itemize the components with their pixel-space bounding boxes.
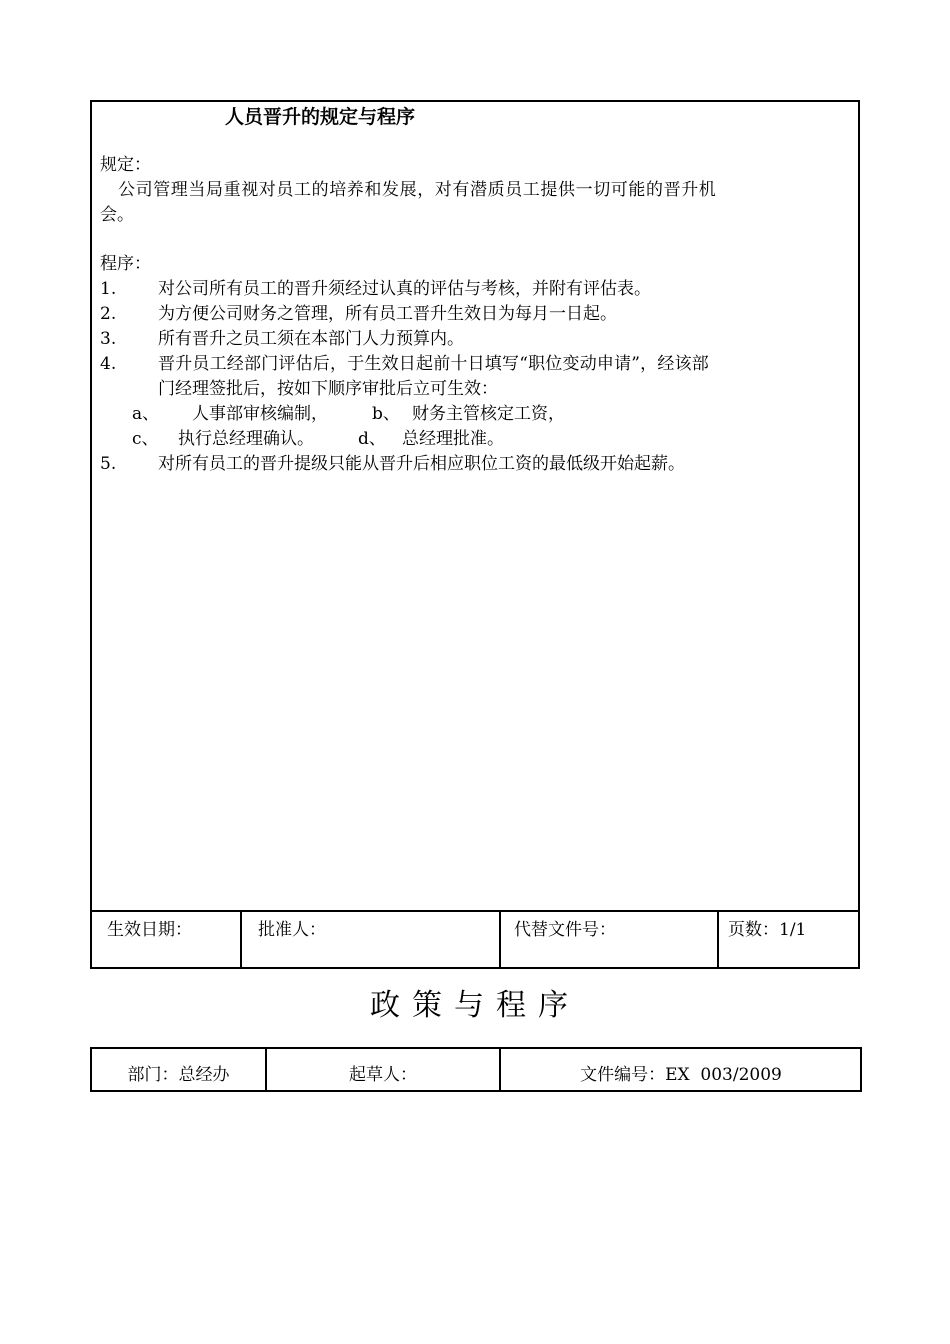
sub-item-text: 人事部审核编制， [192, 404, 328, 424]
replaces-doc-number-field: 代替文件号： [514, 920, 616, 940]
item-number: 4. [100, 354, 117, 374]
drafter-field: 起草人： [349, 1065, 417, 1085]
sub-item-text: 总经理批准。 [402, 429, 504, 449]
item-number: 1. [100, 279, 117, 299]
sub-item-letter: c、 [132, 429, 159, 449]
item-text-continued: 门经理签批后，按如下顺序审批后立可生效： [158, 379, 498, 399]
item-number: 3. [100, 329, 117, 349]
sub-item-text: 财务主管核定工资， [412, 404, 565, 424]
cell-divider [717, 911, 719, 969]
item-number: 2. [100, 304, 117, 324]
item-text: 晋升员工经部门评估后，于生效日起前十日填写“职位变动申请”，经该部 [158, 354, 709, 374]
sub-item-letter: d、 [358, 429, 386, 449]
document-number-field: 文件编号：EX 003/2009 [580, 1065, 782, 1085]
sub-item-letter: a、 [132, 404, 160, 424]
item-text: 对所有员工的晋升提级只能从晋升后相应职位工资的最低级开始起薪。 [158, 454, 685, 474]
approver-field: 批准人： [258, 920, 326, 940]
effective-date-field: 生效日期： [107, 920, 192, 940]
cell-divider [240, 911, 242, 969]
policy-content-box [90, 100, 860, 969]
department-field: 部门：总经办 [127, 1065, 230, 1085]
document-title: 人员晋升的规定与程序 [225, 106, 416, 128]
rules-text-line-1: 公司管理当局重视对员工的培养和发展，对有潜质员工提供一切可能的晋升机 [118, 180, 717, 200]
cell-divider [499, 911, 501, 969]
item-number: 5. [100, 454, 117, 474]
rules-text-line-2: 会。 [100, 205, 134, 225]
policy-heading: 政策与程序 [370, 988, 580, 1023]
sub-item-letter: b、 [372, 404, 400, 424]
page-count-field: 页数：1/1 [728, 920, 807, 940]
item-text: 所有晋升之员工须在本部门人力预算内。 [158, 329, 464, 349]
item-text: 为方便公司财务之管理，所有员工晋升生效日为每月一日起。 [158, 304, 617, 324]
rules-label: 规定： [100, 155, 151, 175]
sub-item-text: 执行总经理确认。 [178, 429, 314, 449]
procedure-label: 程序： [100, 254, 151, 274]
item-text: 对公司所有员工的晋升须经过认真的评估与考核，并附有评估表。 [158, 279, 651, 299]
